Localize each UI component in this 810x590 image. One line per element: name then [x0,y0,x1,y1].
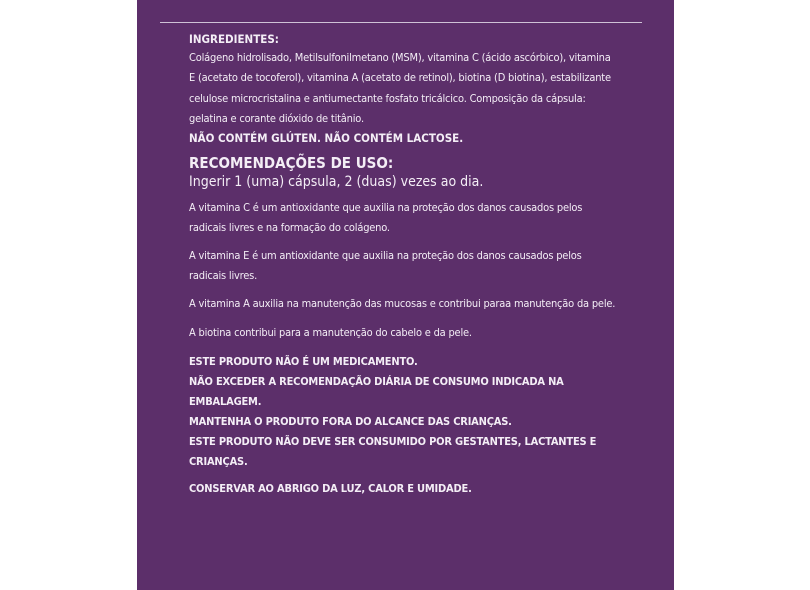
vitamin-c-paragraph: A vitamina C é um antioxidante que auxilia na proteção dos danos causados pelos radicais livres e na formação do colágeno. [189,201,583,234]
biotin-paragraph: A biotina contribui para a manutenção do cabelo e da pele. [189,325,472,339]
recommendations-text: Ingerir 1 (uma) cápsula, 2 (duas) vezes ao dia. [189,174,484,191]
storage-instruction: CONSERVAR AO ABRIGO DA LUZ, CALOR E UMIDADE. [189,482,472,496]
recommendations-title: RECOMENDAÇÕES DE USO: [189,154,394,173]
warning-pregnant: ESTE PRODUTO NÃO DEVE SER CONSUMIDO POR GESTANTES, LACTANTES E CRIANÇAS. [189,435,597,469]
allergen-warning: NÃO CONTÉM GLÚTEN. NÃO CONTÉM LACTOSE. [189,131,464,146]
warnings-block [189,352,619,472]
vitamin-a-paragraph: A vitamina A auxilia na manutenção das mucosas e contribui paraa manutenção da pele. [189,297,616,311]
warning-dosage: NÃO EXCEDER A RECOMENDAÇÃO DIÁRIA DE CONSUMO INDICADA NA EMBALAGEM. [189,375,564,409]
label-content [189,30,619,499]
label-panel [137,0,674,590]
warning-children: MANTENHA O PRODUTO FORA DO ALCANCE DAS CRIANÇAS. [189,415,512,429]
ingredients-text: Colágeno hidrolisado, Metilsulfonilmetano (MSM), vitamina C (ácido ascórbico), vitamina E (acetato de tocoferol), vitamina A (acetato de retinol), biotina (D biotina), estabilizante celulose microcristalina e antiumectante fosfato tricálcico. Composição da cápsula: gelatina e corante dióxido de titânio. [189,51,611,125]
ingredients-title: INGREDIENTES: [189,32,279,46]
warning-not-medicine: ESTE PRODUTO NÃO É UM MEDICAMENTO. [189,355,418,369]
top-divider [160,22,642,23]
vitamin-e-paragraph: A vitamina E é um antioxidante que auxilia na proteção dos danos causados pelos radicais livres. [189,249,582,282]
